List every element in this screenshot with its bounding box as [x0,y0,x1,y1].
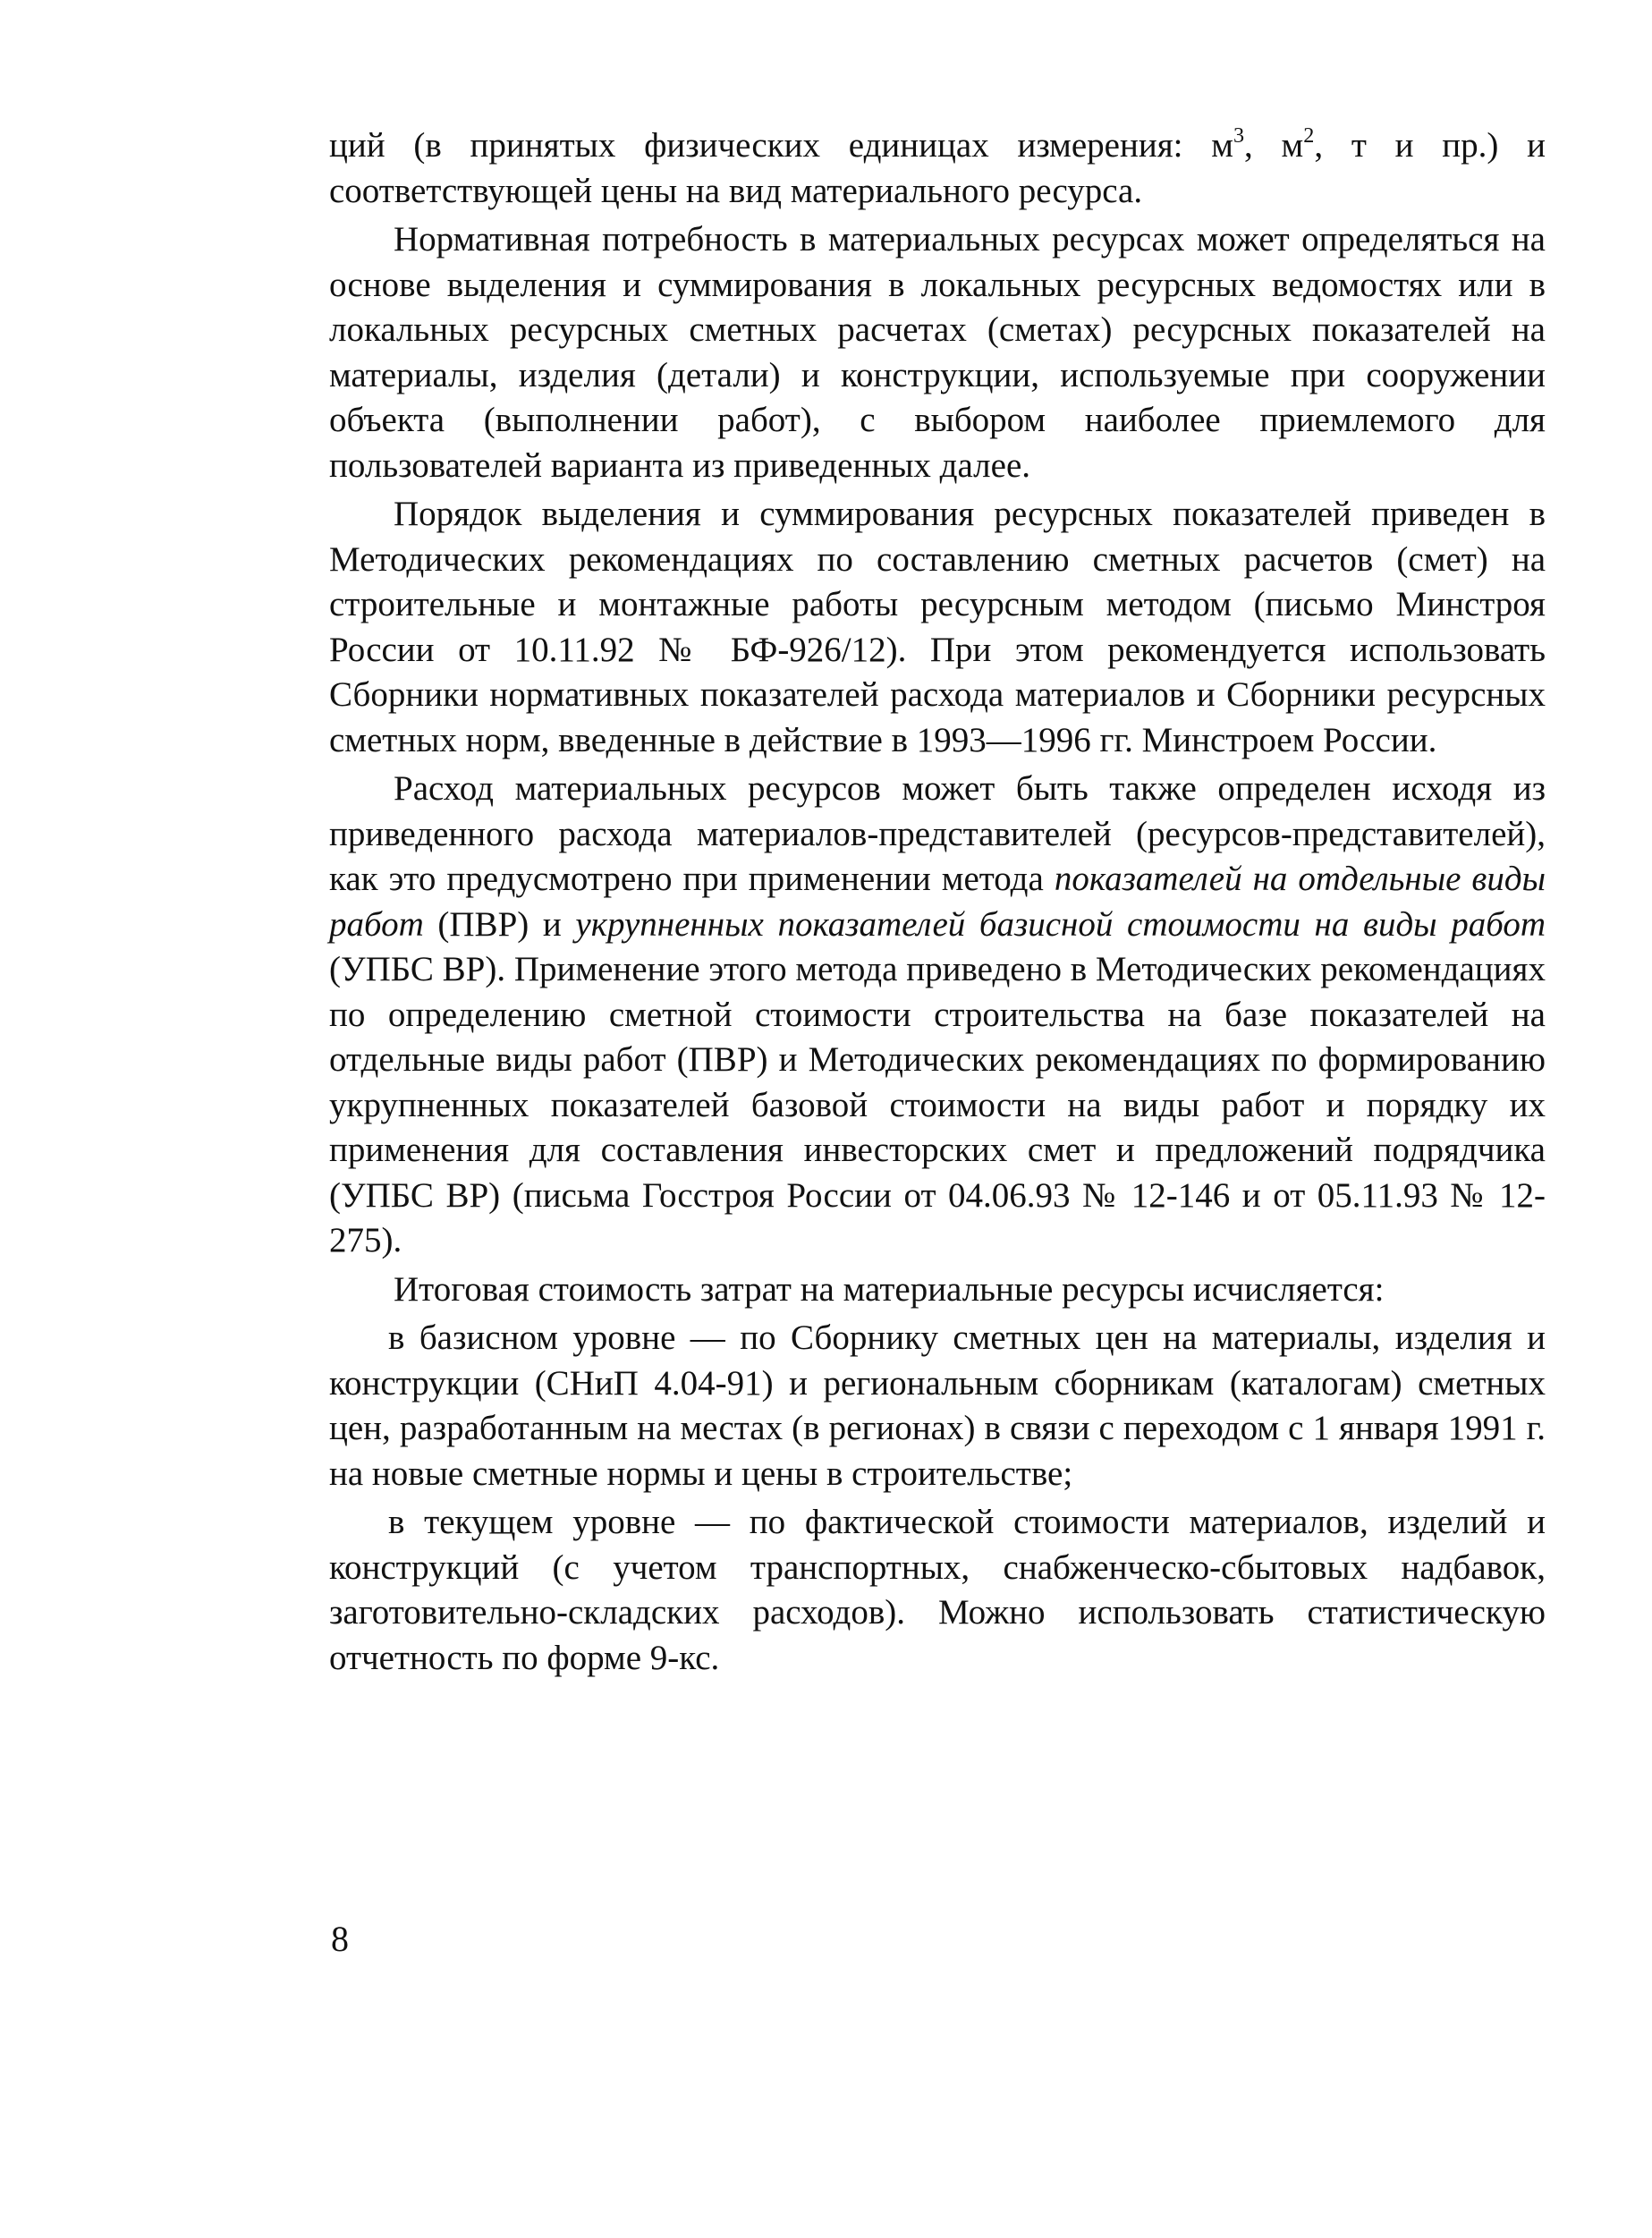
paragraph-2: Нормативная потребность в материальных ресурсах может определяться на основе выделения и суммирования в локальных ресурсных ведомостях или в локальных ресурсных сметных расчетах (сметах) ресурсных показателей на материалы, изделия (детали) и конструкции, используемые при сооружении объекта (выполнении работ), с выбором наиболее приемлемого для пользователей варианта из приведенных далее. [329,220,1546,485]
paragraph-4-text-c: (УПБС ВР). Применение этого метода приведено в Методических рекомендациях по определению сметной стоимости строительства на базе показателей на отдельные виды работ (ПВР) и Методических рекомендациях по формированию укрупненных показателей базовой стоимости на виды работ и порядку их применения для составления инвесторских смет и предложений подрядчика (УПБС ВР) (письма Госстроя России от 04.06.93 № 12-146 и от 05.11.93 № 12-275). [329,950,1546,1259]
paragraph-1-text-b: , м [1244,126,1304,165]
paragraph-1-text-a: ций (в принятых физических единицах измерения: м [329,126,1233,165]
paragraph-4-text-a: Расход материальных ресурсов может быть также определен исходя из приведенного расхода материалов-представителей (ресурсов-представителей), как это предусмотрено при применении метода [329,769,1546,898]
paragraph-4-text-b: (ПВР) и [423,904,576,944]
paragraph-1 [329,123,1546,214]
paragraph-5: Итоговая стоимость затрат на материальные ресурсы исчисляется: [394,1269,1385,1309]
paragraph-3: Порядок выделения и суммирования ресурсных показателей приведен в Методических рекомендациях по составлению сметных расчетов (смет) на строительные и монтажные работы ресурсным методом (письмо Минстроя России от 10.11.92 № БФ-926/12). При этом рекомендуется использовать Сборники нормативных показателей расхода материалов и Сборники ресурсных сметных норм, введенные в действие в 1993—1996 гг. Минстроем России. [329,495,1546,759]
paragraph-1-text-c: , т и пр.) и соответствующей цены на вид материального ресурса. [329,126,1546,210]
italic-term-pvr: показателей на отдельные виды работ [329,860,1546,944]
superscript-square: 2 [1303,123,1315,148]
paragraph-4 [329,767,1546,1264]
page-number: 8 [331,1919,349,1959]
superscript-cubic: 3 [1233,123,1245,148]
body-text [329,123,1546,1681]
paragraph-6: в базисном уровне — по Сборнику сметных цен на материалы, изделия и конструкции (СНиП 4.04-91) и региональным сборникам (каталогам) сметных цен, разработанным на местах (в регионах) в связи с переходом с 1 января 1991 г. на новые сметные нормы и цены в строительстве; [329,1318,1546,1493]
italic-term-upbs: укрупненных показателей базисной стоимости на виды работ [575,904,1546,944]
paragraph-7: в текущем уровне — по фактической стоимости материалов, изделий и конструкций (с учетом транспортных, снабженческо-сбытовых надбавок, заготовительно-складских расходов). Можно использовать статистическую отчетность по форме 9-кс. [329,1503,1546,1677]
